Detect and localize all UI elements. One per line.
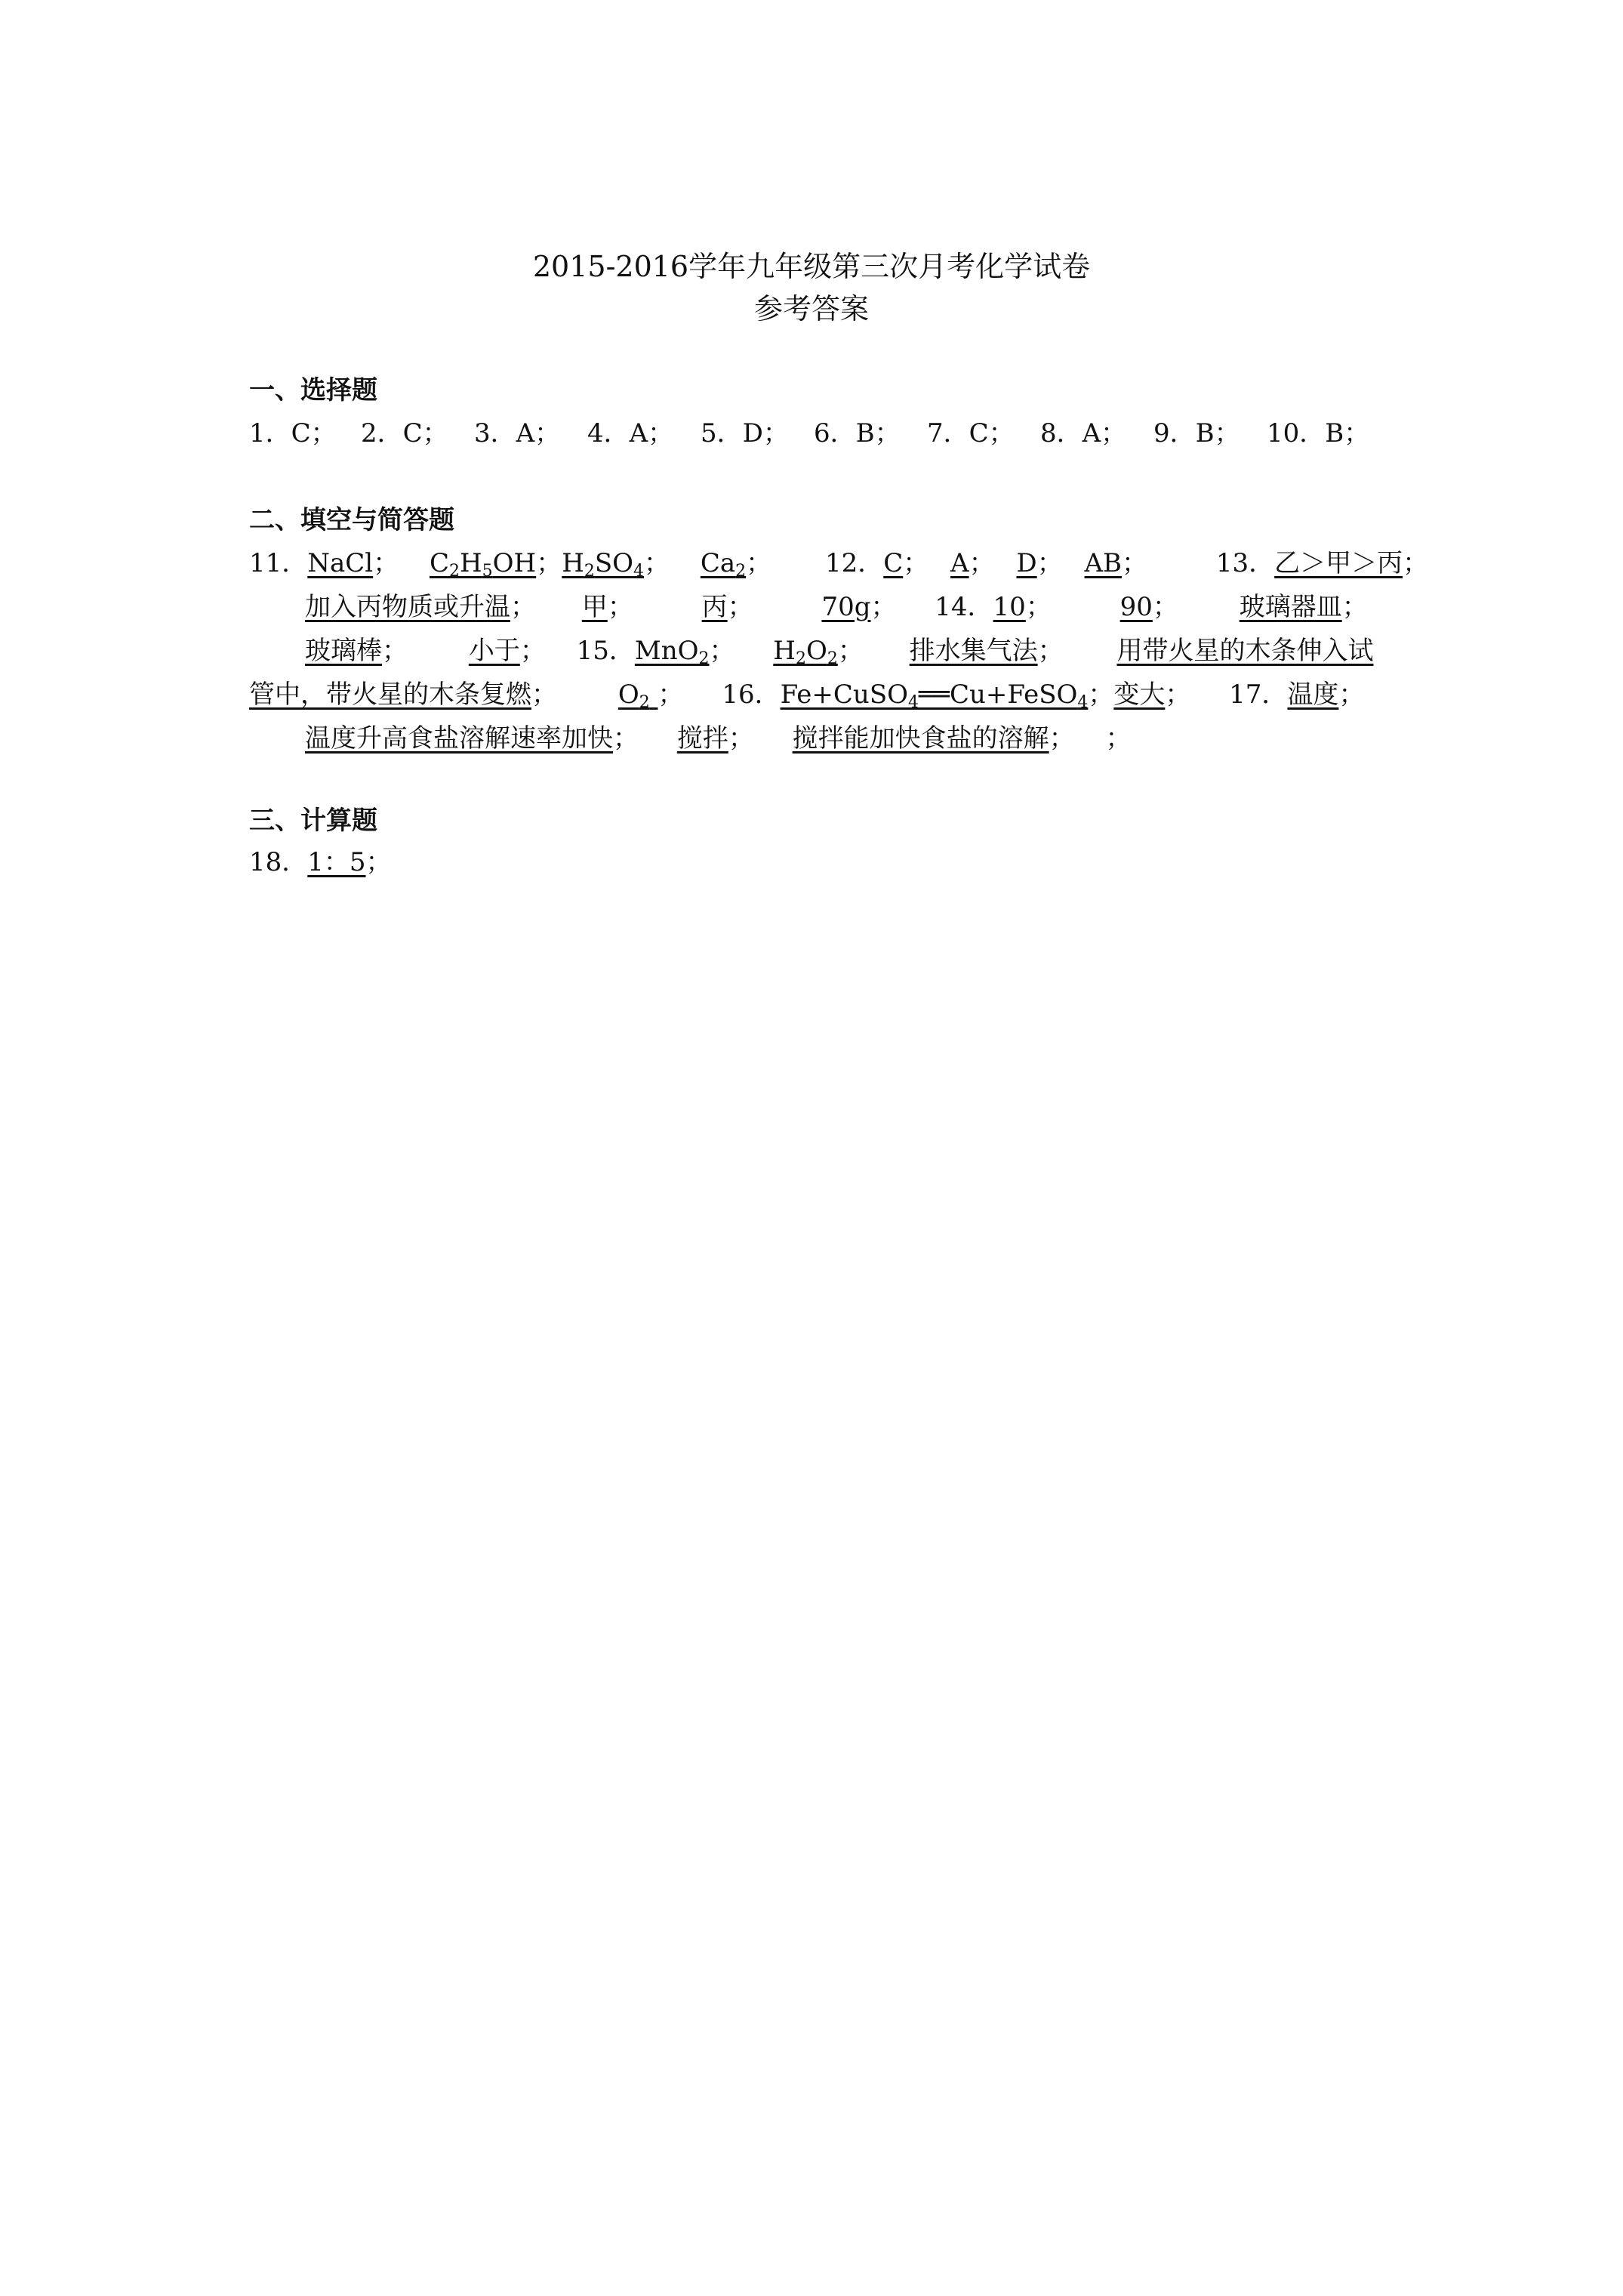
separator: ； <box>613 723 639 754</box>
question-number: 15． <box>576 636 635 666</box>
document-title: 2015-2016学年九年级第三次月考化学试卷 <box>532 250 1091 283</box>
separator: ； <box>1037 636 1064 666</box>
separator: ； <box>709 636 735 666</box>
answer-blank: $H_2SO_4$ <box>562 548 645 581</box>
answer-blank: $C_2H_5OH$ <box>430 548 537 581</box>
separator: ； <box>644 548 670 578</box>
answer-blank: 变大 <box>1113 680 1166 710</box>
separator: ； <box>510 592 536 622</box>
question-number: 11． <box>249 548 308 578</box>
answer-blank: 管中，带火星的木条复燃 <box>249 680 531 710</box>
fill-line-1 <box>249 545 1428 581</box>
answer-blank: 90 <box>1119 592 1153 622</box>
answer-blank: 70g <box>821 592 871 622</box>
separator: ； <box>727 592 753 622</box>
separator: ； <box>1338 680 1365 710</box>
choice-answer: 9．B； <box>1153 418 1240 448</box>
answer-blank: A <box>950 548 969 578</box>
separator: ； <box>1049 723 1075 754</box>
answer-blank: 加入丙物质或升温 <box>305 592 510 622</box>
separator: ； <box>536 548 562 578</box>
question-number: 14． <box>935 592 993 622</box>
section-heading-fill: 二、填空与简答题 <box>249 505 454 535</box>
separator: ； <box>607 592 633 622</box>
separator: ； <box>382 636 408 666</box>
separator: ； <box>1105 723 1132 754</box>
choice-answer: 3．A； <box>474 418 561 448</box>
question-number: 12． <box>824 548 884 578</box>
question-number: 13． <box>1215 548 1275 578</box>
answer-blank: NaCl <box>307 548 374 578</box>
answer-blank: 搅拌 <box>676 723 728 754</box>
separator: ； <box>969 548 995 578</box>
answer-blank: MnO$_2$ <box>634 636 710 668</box>
document-subtitle: 参考答案 <box>753 292 869 325</box>
answer-blank: 1：5 <box>307 847 366 877</box>
separator: ； <box>728 723 754 754</box>
answer-blank: AB <box>1084 548 1123 578</box>
answer-blank: C <box>883 548 904 578</box>
answer-blank: 玻璃器皿 <box>1239 592 1342 622</box>
answer-blank: $Ca_2$ <box>700 548 747 581</box>
choice-answer: 2．C； <box>361 418 448 448</box>
choice-answer: 8．A； <box>1040 418 1127 448</box>
choice-answer: 10．B； <box>1267 418 1370 448</box>
separator: ； <box>870 592 897 622</box>
separator: ； <box>746 548 772 578</box>
answer-blank: 用带火星的木条伸入试 <box>1116 636 1374 666</box>
answer-blank: D <box>1016 548 1037 578</box>
choice-answers-line <box>249 415 1369 451</box>
separator: ； <box>658 680 684 710</box>
question-number: 17． <box>1229 680 1288 710</box>
question-number: 18． <box>249 847 308 877</box>
fill-line-4 <box>249 676 1364 713</box>
section-heading-choice: 一、选择题 <box>249 375 377 405</box>
answer-blank: $O_2$ <box>617 680 650 712</box>
separator: ； <box>519 636 546 666</box>
separator: ； <box>531 680 557 710</box>
separator: ； <box>1122 548 1148 578</box>
fill-line-5 <box>305 720 1131 757</box>
separator: ； <box>373 548 399 578</box>
answer-blank: $H_2O_2$ <box>773 636 838 668</box>
answer-blank: 排水集气法 <box>909 636 1038 666</box>
answer-blank: 搅拌能加快食盐的溶解 <box>792 723 1049 754</box>
question-number: 16． <box>722 680 781 710</box>
answer-blank: 小于 <box>468 636 520 666</box>
choice-answer: 7．C； <box>927 418 1015 448</box>
answer-blank: 玻璃棒 <box>305 636 382 666</box>
calc-line-1 <box>249 844 392 880</box>
separator: ； <box>1341 592 1368 622</box>
separator: ； <box>837 636 864 666</box>
separator: ； <box>1165 680 1191 710</box>
fill-line-2 <box>305 589 1368 625</box>
fill-line-3 <box>305 633 1373 669</box>
answer-blank: 丙 <box>701 592 728 622</box>
separator: ； <box>903 548 929 578</box>
separator: ； <box>1036 548 1063 578</box>
choice-answer: 5．D； <box>701 418 789 448</box>
separator: ； <box>1403 548 1429 578</box>
separator: ； <box>365 847 392 877</box>
answer-blank: 温度升高食盐溶解速率加快 <box>305 723 613 754</box>
choice-answer: 1．C； <box>249 418 337 448</box>
section-heading-calc: 三、计算题 <box>249 806 377 836</box>
choice-answer: 4．A； <box>587 418 674 448</box>
answer-blank: 10 <box>993 592 1026 622</box>
choice-answer: 6．B； <box>814 418 901 448</box>
separator: ； <box>1088 680 1114 710</box>
answer-blank: 甲 <box>581 592 608 622</box>
answer-blank: Fe+CuSO$_4$══Cu+FeSO$_4$ <box>780 680 1089 712</box>
answer-blank: 乙＞甲＞丙 <box>1274 548 1403 578</box>
separator: ； <box>1025 592 1052 622</box>
answer-blank: 温度 <box>1287 680 1339 710</box>
separator: ； <box>1152 592 1178 622</box>
